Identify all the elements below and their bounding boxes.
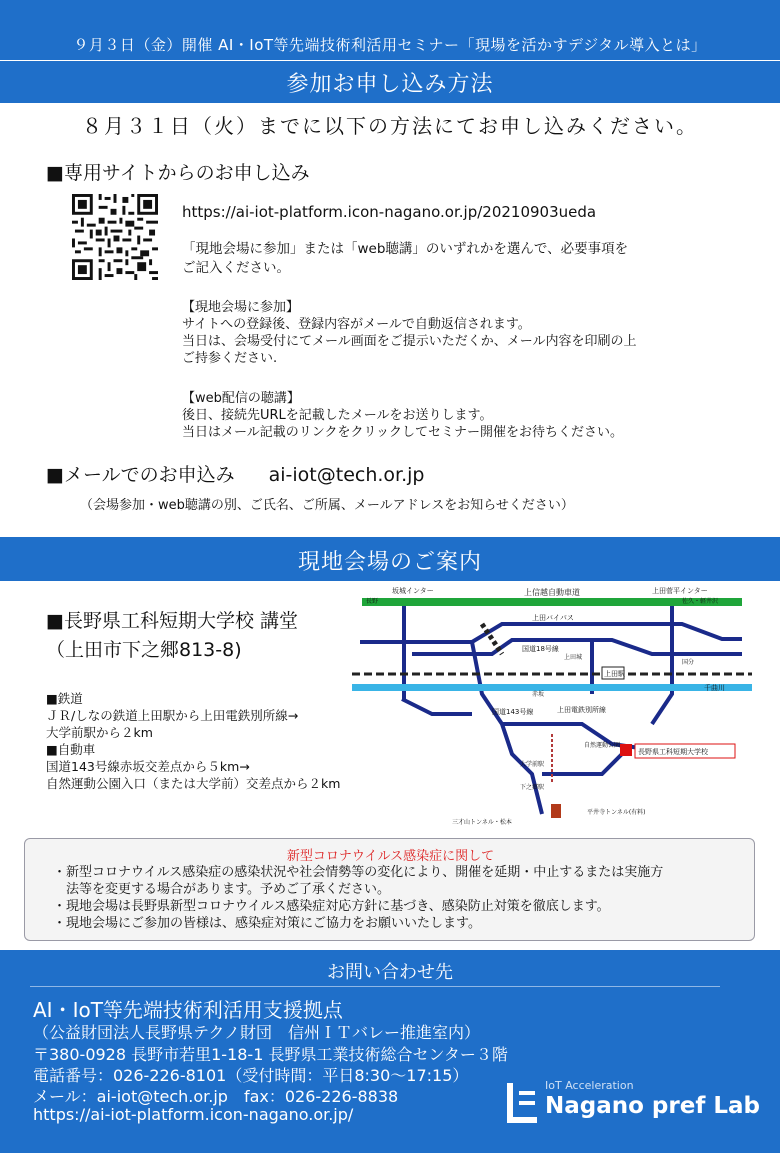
- tunnel-marker: [551, 804, 561, 818]
- section-title-apply: 参加お申し込み方法: [286, 72, 494, 97]
- onsite-heading: 【現地会場に参加】: [182, 300, 300, 315]
- access-line: 国道143号線赤坂交差点から５km→: [46, 759, 250, 774]
- contact-address: 〒380-0928 長野市若里1-18-1 長野県工業技術総合センター３階: [33, 1045, 508, 1064]
- registration-url-link[interactable]: https://ai-iot-platform.icon-nagano.or.jp/20210903ueda: [182, 203, 597, 221]
- map-label-castle: 上田城: [564, 654, 583, 661]
- onsite-line: ご持参ください.: [182, 351, 278, 366]
- map-label-school: 長野県工科短期大学校: [638, 748, 708, 756]
- onsite-block: [182, 299, 636, 367]
- contact-title: お問い合わせ先: [327, 962, 453, 983]
- map-label-tunnel: 平井寺トンネル(有料): [587, 809, 646, 816]
- venue-address: （上田市下之郷813-8): [46, 639, 242, 661]
- nagano-pref-lab-logo: [505, 1079, 770, 1131]
- map-label-ic2: 上田菅平インター: [652, 587, 708, 595]
- map-label-ic1: 坂城インター: [392, 587, 434, 595]
- contact-footer: [0, 950, 780, 1153]
- map-label-matsumoto: 三才山トンネル・松本: [452, 819, 512, 826]
- onsite-line: サイトへの登録後、登録内容がメールで自動返信されます。: [182, 317, 531, 332]
- deadline-text: ８月３１日（火）までに以下の方法にてお申し込みください。: [82, 114, 698, 138]
- mail-note: （会場参加・web聴講の別、ご氏名、ご所属、メールアドレスをお知らせください）: [80, 498, 574, 513]
- map-label-sakudaira: 佐久・軽井沢: [682, 598, 719, 605]
- school-marker: [620, 744, 632, 756]
- notice-item: 法等を変更する場合があります。予めご了承ください。: [53, 882, 390, 897]
- map-label-shimonogo: 下之郷駅: [520, 784, 545, 791]
- qr-code-icon[interactable]: [72, 194, 158, 280]
- web-block: [182, 390, 623, 441]
- logo-tagline: IoT Acceleration: [545, 1079, 634, 1092]
- contact-mail-fax[interactable]: メール：ai-iot@tech.or.jp fax：026-226-8838: [33, 1087, 399, 1106]
- map-label-park: 自然運動公園: [584, 742, 621, 749]
- map-label-daigakumae: 大学前駅: [520, 761, 545, 768]
- lab-logo-icon: [505, 1081, 539, 1125]
- map-label-bypass: 上田バイパス: [532, 614, 574, 622]
- map-label-river: 千曲川: [704, 684, 725, 692]
- river-line: [352, 684, 752, 691]
- access-map: [352, 584, 752, 828]
- web-line: 当日はメール記載のリンクをクリックしてセミナー開催をお待ちください。: [182, 425, 623, 440]
- notice-item: ・現地会場にご参加の皆様は、感染症対策にご協力をお願いいたします。: [53, 916, 481, 931]
- mail-apply-label: ■メールでのお申込み: [46, 464, 235, 486]
- map-label-expressway: 上信越自動車道: [524, 588, 580, 597]
- map-label-route18: 国道18号線: [522, 645, 559, 653]
- site-intro-line: 「現地会場に参加」または「web聴講」のいずれかを選んで、必要事項を: [182, 241, 629, 257]
- map-label-kokubu: 国分: [682, 659, 695, 666]
- site-apply-heading: ■専用サイトからのお申し込み: [46, 162, 310, 184]
- contact-url-link[interactable]: https://ai-iot-platform.icon-nagano.or.jp/: [33, 1105, 354, 1124]
- access-line: ■自動車: [46, 742, 96, 757]
- map-label-route143: 国道143号線: [492, 708, 534, 716]
- contact-org-sub: （公益財団法人長野県テクノ財団 信州ＩＴバレー推進室内）: [33, 1023, 481, 1042]
- contact-phone: 電話番号：026-226-8101（受付時間：平日8:30〜17:15）: [33, 1066, 469, 1085]
- map-label-station: 上田駅: [604, 670, 625, 678]
- logo-wordmark: Nagano pref Lab: [545, 1093, 760, 1119]
- contact-divider: [30, 986, 720, 987]
- seminar-title: ９月３日（金）開催 AI・IoT等先端技術利活用セミナー「現場を活かすデジタル導入とは」: [73, 36, 707, 54]
- access-line: 大学前駅から２km: [46, 725, 153, 740]
- onsite-line: 当日は、会場受付にてメール画面をご提示いただくか、メール内容を印刷の上: [182, 334, 637, 349]
- header-divider: [0, 60, 780, 61]
- access-line: ■鉄道: [46, 691, 83, 706]
- access-line: ＪＲ/しなの鉄道上田駅から上田電鉄別所線→: [46, 708, 299, 723]
- covid-notice: [24, 838, 755, 941]
- site-intro-line: ご記入ください。: [182, 260, 290, 276]
- access-line: 自然運動公園入口（または大学前）交差点から２km: [46, 776, 341, 791]
- notice-title: 新型コロナウイルス感染症に関して: [286, 849, 495, 864]
- access-info: [46, 690, 340, 792]
- map-label-bessho: 上田電鉄別所線: [557, 706, 606, 714]
- mail-apply-heading: [46, 460, 425, 487]
- map-label-nagano: 長野: [366, 598, 379, 605]
- venue-name: ■長野県工科短期大学校 講堂: [46, 610, 298, 632]
- contact-org: AI・IoT等先端技術利活用支援拠点: [33, 998, 343, 1022]
- section-title-venue: 現地会場のご案内: [297, 550, 482, 575]
- notice-item: ・新型コロナウイルス感染症の感染状況や社会情勢等の変化により、開催を延期・中止するまたは実施方: [53, 865, 664, 880]
- web-line: 後日、接続先URLを記載したメールをお送りします。: [182, 408, 493, 423]
- mail-address-link[interactable]: ai-iot@tech.or.jp: [268, 464, 425, 486]
- site-intro: [182, 240, 628, 278]
- map-label-akasaka: 赤坂: [532, 691, 545, 698]
- notice-item: ・現地会場は長野県新型コロナウイルス感染症対応方針に基づき、感染防止対策を徹底します。: [53, 899, 610, 914]
- web-heading: 【web配信の聴講】: [182, 391, 300, 406]
